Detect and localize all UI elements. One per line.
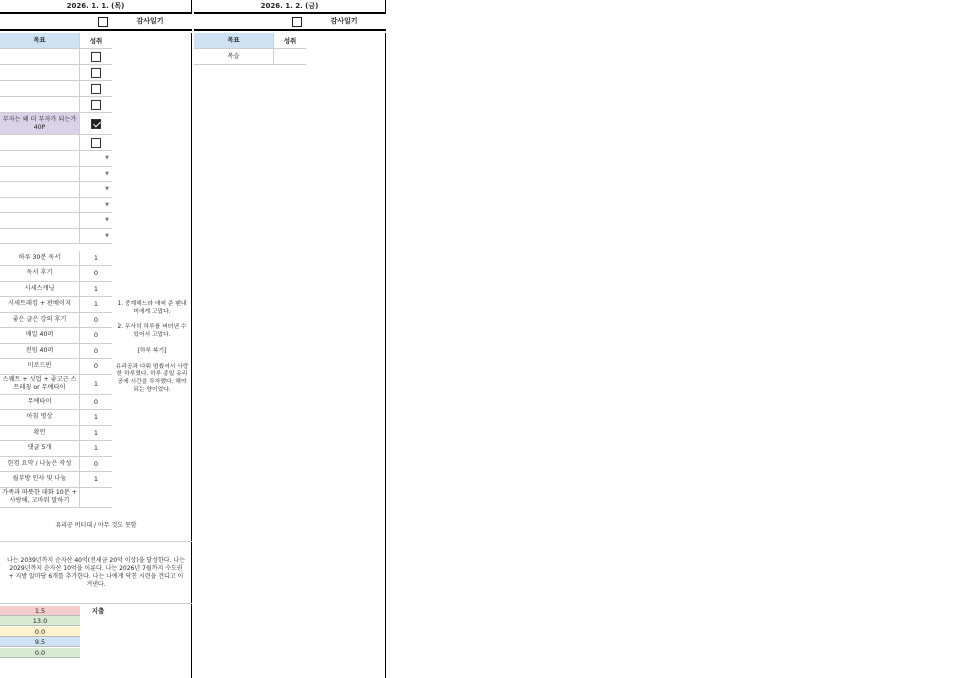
achievement-checkbox[interactable] bbox=[91, 52, 101, 62]
habit-label: 무에타이 bbox=[0, 395, 80, 410]
habit-label: 확언 bbox=[0, 426, 80, 441]
total-value: 0.0 bbox=[0, 627, 80, 637]
goal-cell[interactable]: 부자는 왜 더 부자가 되는가 40P bbox=[0, 113, 80, 134]
gratitude-label: 감사일기 bbox=[136, 17, 164, 25]
goal-check-cell[interactable] bbox=[80, 49, 112, 64]
habit-value[interactable]: 0 bbox=[93, 397, 99, 406]
extra-status-cell[interactable] bbox=[80, 213, 112, 228]
goal-check-cell[interactable] bbox=[80, 97, 112, 112]
extra-status-cell[interactable] bbox=[80, 198, 112, 213]
habit-row bbox=[0, 472, 112, 488]
goal-check-cell[interactable] bbox=[80, 113, 112, 134]
day-date-header: 2026. 1. 1. (목) bbox=[0, 0, 192, 14]
habit-row bbox=[0, 297, 112, 313]
gratitude-note-b[interactable]: 1. 중계해느라 애써 준 팬내미에게 고맙다. 2. 무사히 하루를 버텨낸 수 있어서 고맙다. [하루 복기] 유리공과 다뤄 멈췄셔서 사랑한 하루였다. 하루 종일 유리공에 시간을 투자했다. 해야 되는 양이었다. bbox=[115, 301, 189, 393]
habit-value[interactable]: 0 bbox=[93, 269, 99, 278]
habit-row bbox=[0, 426, 112, 442]
achievement-checkbox[interactable] bbox=[91, 68, 101, 78]
habit-value[interactable]: 0 bbox=[93, 346, 99, 355]
habit-value[interactable]: 0 bbox=[93, 459, 99, 468]
habit-label: 시세트래킹 + 판배이지 bbox=[0, 297, 80, 312]
habit-value[interactable]: 0 bbox=[93, 362, 99, 371]
day-column bbox=[194, 33, 386, 678]
habit-value[interactable]: 1 bbox=[93, 380, 99, 388]
habit-row bbox=[0, 457, 112, 473]
habit-row bbox=[0, 359, 112, 375]
achievement-checkbox[interactable] bbox=[91, 138, 101, 148]
vision-statement: 나는 2039년까지 순자산 40억(전세금 20억 이상)을 달성한다. 나는 2029년까지 순자산 10억을 이룬다. 나는 2026년 7월까지 수도권 + 지방 알마당 6개를 추가한다. 나는 나에게 닥친 시련을 견디고 이겨낸다. bbox=[0, 544, 192, 604]
day-date-header: 2026. 1. 2. (금) bbox=[194, 0, 386, 14]
goal-check-cell[interactable]: 성취 bbox=[283, 37, 297, 45]
habit-value[interactable]: 1 bbox=[93, 300, 99, 309]
habit-label: 월부방 인사 및 나눔 bbox=[0, 472, 80, 487]
extra-task-cell[interactable] bbox=[0, 213, 80, 228]
habit-row bbox=[0, 410, 112, 426]
achievement-checkbox[interactable] bbox=[91, 100, 101, 110]
goal-check-cell[interactable] bbox=[80, 65, 112, 80]
habit-value[interactable]: 1 bbox=[93, 413, 99, 422]
dropdown-arrow-icon[interactable]: ▼ bbox=[105, 186, 109, 193]
habit-value[interactable]: 1 bbox=[93, 428, 99, 437]
goal-check-cell[interactable] bbox=[80, 135, 112, 150]
goal-check-cell[interactable]: 성취 bbox=[89, 37, 103, 45]
habit-label: 미로드빈 bbox=[0, 359, 80, 374]
habit-row bbox=[0, 313, 112, 329]
habit-label: 스퀘트 + 싯업 + 좋고근 스트레칭 or 무에타이 bbox=[0, 375, 80, 394]
habit-value[interactable] bbox=[80, 488, 112, 507]
habit-label: 전임 40퍼 bbox=[0, 344, 80, 359]
goal-cell[interactable] bbox=[0, 81, 80, 96]
habit-value[interactable]: 1 bbox=[93, 284, 99, 293]
extra-task-cell[interactable] bbox=[0, 182, 80, 197]
extra-status-cell[interactable] bbox=[80, 151, 112, 166]
goal-row bbox=[0, 33, 112, 49]
extra-row bbox=[0, 229, 112, 245]
extra-row bbox=[0, 167, 112, 183]
habit-value[interactable]: 1 bbox=[93, 444, 99, 453]
extra-status-cell[interactable] bbox=[80, 229, 112, 244]
extra-status-cell[interactable] bbox=[80, 182, 112, 197]
extra-row bbox=[0, 151, 112, 167]
habit-label: 독서 후기 bbox=[0, 266, 80, 281]
goal-row bbox=[0, 81, 112, 97]
habit-value[interactable]: 1 bbox=[93, 475, 99, 484]
habit-row bbox=[0, 251, 112, 267]
extra-task-cell[interactable] bbox=[0, 151, 80, 166]
habit-label: 가족과 따뜻한 대화 10분 + 사랑해, 고마워 말하기 bbox=[0, 488, 80, 507]
goal-cell[interactable] bbox=[0, 49, 80, 64]
day-column bbox=[0, 33, 192, 678]
goal-row bbox=[194, 33, 306, 49]
extra-status-cell[interactable] bbox=[80, 167, 112, 182]
habit-row bbox=[0, 488, 112, 508]
habit-label: 좋은 글은 강의 후기 bbox=[0, 313, 80, 328]
habit-label: 아침 명상 bbox=[0, 410, 80, 425]
habit-row bbox=[0, 375, 112, 395]
goal-cell[interactable] bbox=[0, 135, 80, 150]
habit-row bbox=[0, 441, 112, 457]
habit-label: 매일 40퍼 bbox=[0, 328, 80, 343]
worst-event-cell[interactable]: 유리공 버티대 / 아무 것도 못함 bbox=[0, 512, 192, 542]
habit-label: 한컴 요약 / 나눔은 작성 bbox=[0, 457, 80, 472]
goal-row bbox=[0, 49, 112, 65]
gratitude-label: 감사일기 bbox=[330, 17, 358, 25]
habit-label: 댓글 5개 bbox=[0, 441, 80, 456]
gratitude-checkbox[interactable] bbox=[292, 17, 302, 27]
habit-row bbox=[0, 328, 112, 344]
dropdown-arrow-icon[interactable]: ▼ bbox=[105, 217, 109, 224]
habit-label: 시세스캐닝 bbox=[0, 282, 80, 297]
goal-row bbox=[0, 113, 112, 135]
dropdown-arrow-icon[interactable]: ▼ bbox=[105, 201, 109, 208]
total-value: 1.5 bbox=[0, 606, 80, 616]
total-label: 지출 bbox=[91, 606, 105, 615]
gratitude-checkbox[interactable] bbox=[98, 17, 108, 27]
habit-value[interactable]: 1 bbox=[93, 253, 99, 262]
habit-row bbox=[0, 282, 112, 298]
dropdown-arrow-icon[interactable]: ▼ bbox=[105, 232, 109, 239]
habit-value[interactable]: 0 bbox=[93, 315, 99, 324]
goal-cell[interactable]: 목표 bbox=[0, 33, 80, 48]
goal-cell[interactable] bbox=[0, 65, 80, 80]
habit-label: 하루 30분 독서 bbox=[0, 251, 80, 266]
habit-row bbox=[0, 266, 112, 282]
total-value: 13.0 bbox=[0, 616, 80, 626]
extra-task-cell[interactable] bbox=[0, 198, 80, 213]
habit-value[interactable]: 0 bbox=[93, 331, 99, 340]
goal-cell[interactable]: 목표 bbox=[194, 33, 274, 48]
goal-row bbox=[0, 65, 112, 81]
achievement-checkbox[interactable] bbox=[91, 84, 101, 94]
day-subheader bbox=[0, 14, 192, 31]
extra-row bbox=[0, 182, 112, 198]
goal-row bbox=[0, 97, 112, 113]
extra-row bbox=[0, 198, 112, 214]
extra-task-cell[interactable] bbox=[0, 167, 80, 182]
goal-cell[interactable]: 복습 bbox=[194, 49, 274, 64]
extra-row bbox=[0, 213, 112, 229]
extra-task-cell[interactable] bbox=[0, 229, 80, 244]
total-value: 9.5 bbox=[0, 637, 80, 647]
habit-row bbox=[0, 344, 112, 360]
goal-cell[interactable] bbox=[0, 97, 80, 112]
total-value: 0.0 bbox=[0, 648, 80, 658]
dropdown-arrow-icon[interactable]: ▼ bbox=[105, 170, 109, 177]
dropdown-arrow-icon[interactable]: ▼ bbox=[105, 155, 109, 162]
achievement-checkbox[interactable] bbox=[91, 119, 101, 129]
habit-row bbox=[0, 395, 112, 411]
goal-row bbox=[194, 49, 306, 65]
goal-row bbox=[0, 135, 112, 151]
day-subheader bbox=[194, 14, 386, 31]
goal-check-cell[interactable] bbox=[80, 81, 112, 96]
